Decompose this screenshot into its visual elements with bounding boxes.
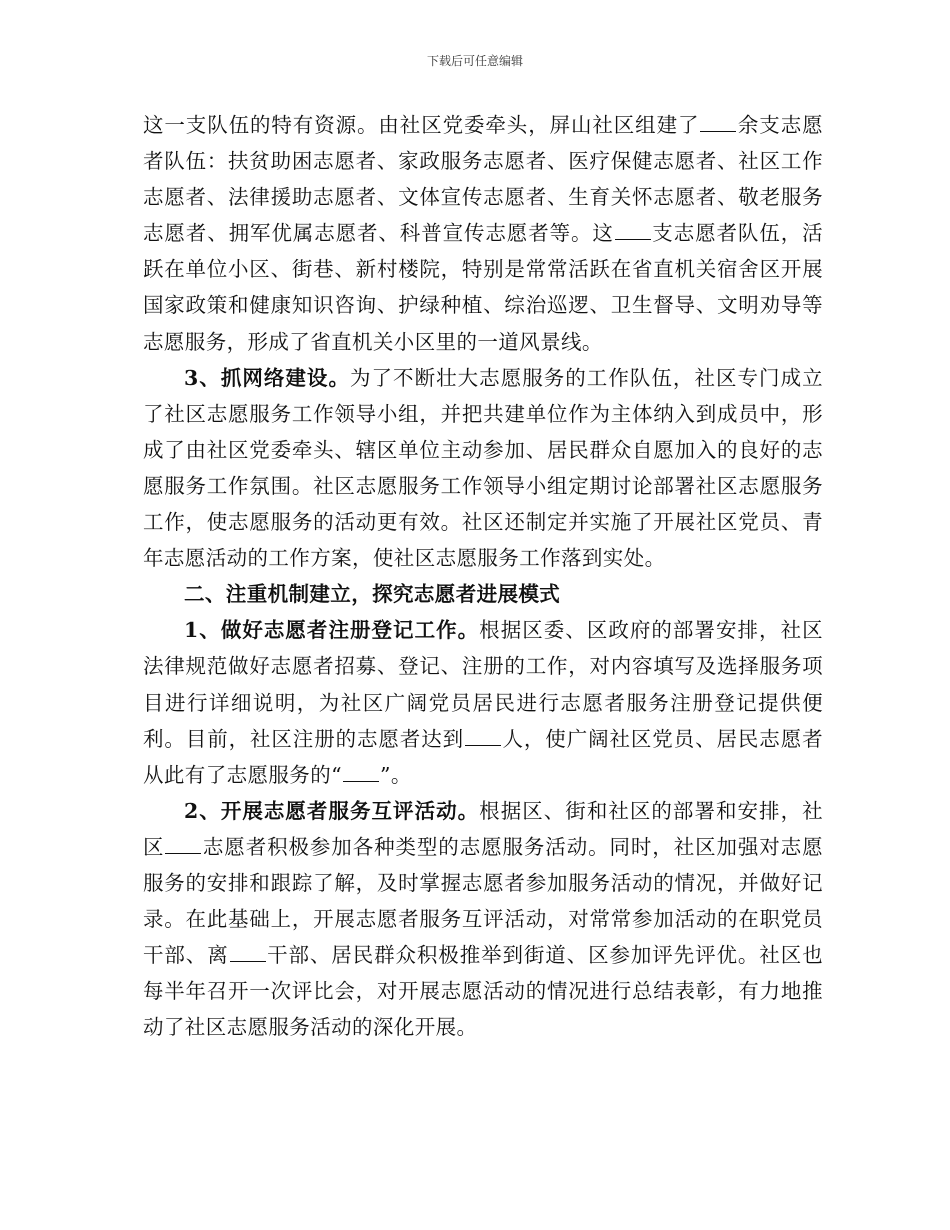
paragraph-text: 根据区、街和社区的部署和安排，社区 — [143, 798, 823, 859]
paragraph-text: 根据区委、区政府的部署安排，社区法律规范做好志愿者招募、登记、注册的工作，对内容填写及选择服务项目进行详细说明，为社区广阔党员居民进行志愿者服务注册登记提供便利。目前，社区注册的志愿者达到 — [143, 618, 823, 751]
paragraph-text: 这一支队伍的特有资源。由社区党委牵头，屏山社区组建了 — [143, 113, 700, 137]
fill-in-blank — [165, 834, 201, 853]
paragraph-registration — [143, 612, 823, 792]
paragraph-lead-heading: 2、开展志愿者服务互评活动。 — [184, 798, 480, 823]
paragraph-mutual-evaluation — [143, 793, 823, 1046]
paragraph-text: 干部、居民群众积极推举到街道、区参加评先评优。社区也每半年召开一次评比会，对开展志愿活动的情况进行总结表彰，有力地推动了社区志愿服务活动的深化开展。 — [143, 943, 823, 1040]
paragraph-text: 支志愿者队伍，活跃在单位小区、街巷、新村楼院，特别是常常活跃在省直机关宿舍区开展国家政策和健康知识咨询、护绿种植、综治巡逻、卫生督导、文明劝导等志愿服务，形成了省直机关小区里的一道风景线。 — [143, 221, 823, 354]
paragraph-text: 为了不断壮大志愿服务的工作队伍，社区专门成立了社区志愿服务工作领导小组，并把共建单位作为主体纳入到成员中，形成了由社区党委牵头、辖区单位主动参加、居民群众自愿加入的良好的志愿服务工作氛围。社区志愿服务工作领导小组定期讨论部署社区志愿服务工作，使志愿服务的活动更有效。社区还制定并实施了开展社区党员、青年志愿活动的工作方案，使社区志愿服务工作落到实处。 — [143, 365, 823, 571]
paragraph-text: 志愿者积极参加各种类型的志愿服务活动。同时，社区加强对志愿服务的安排和跟踪了解，及时掌握志愿者参加服务活动的情况，并做好记录。在此基础上，开展志愿者服务互评活动，对常常参加活动的在职党员干部、离 — [143, 834, 823, 968]
paragraph-text: ”。 — [379, 762, 412, 787]
fill-in-blank — [230, 943, 266, 962]
fill-in-blank — [343, 762, 379, 781]
fill-in-blank — [700, 113, 736, 132]
section-heading: 二、注重机制建立，探究志愿者进展模式 — [184, 582, 561, 607]
paragraph-network-building — [143, 360, 823, 577]
paragraph-lead-heading: 1、做好志愿者注册登记工作。 — [184, 618, 480, 643]
fill-in-blank — [615, 221, 651, 240]
page-header: 下载后可任意编辑 — [426, 54, 523, 68]
paragraph-text: 余支志愿者队伍：扶贫助困志愿者、家政服务志愿者、医疗保健志愿者、社区工作志愿者、法律援助志愿者、文体宣传志愿者、生育关怀志愿者、敬老服务志愿者、拥军优属志愿者、科普宣传志愿者等。这 — [143, 113, 823, 246]
paragraph-text: 人，使广阔社区党员、居民志愿者从此有了志愿服务的“ — [143, 726, 823, 787]
document-body — [143, 107, 823, 1045]
paragraph-lead-heading: 3、抓网络建设。 — [184, 365, 350, 390]
fill-in-blank — [465, 726, 501, 745]
paragraph-volunteer-teams — [143, 107, 823, 360]
